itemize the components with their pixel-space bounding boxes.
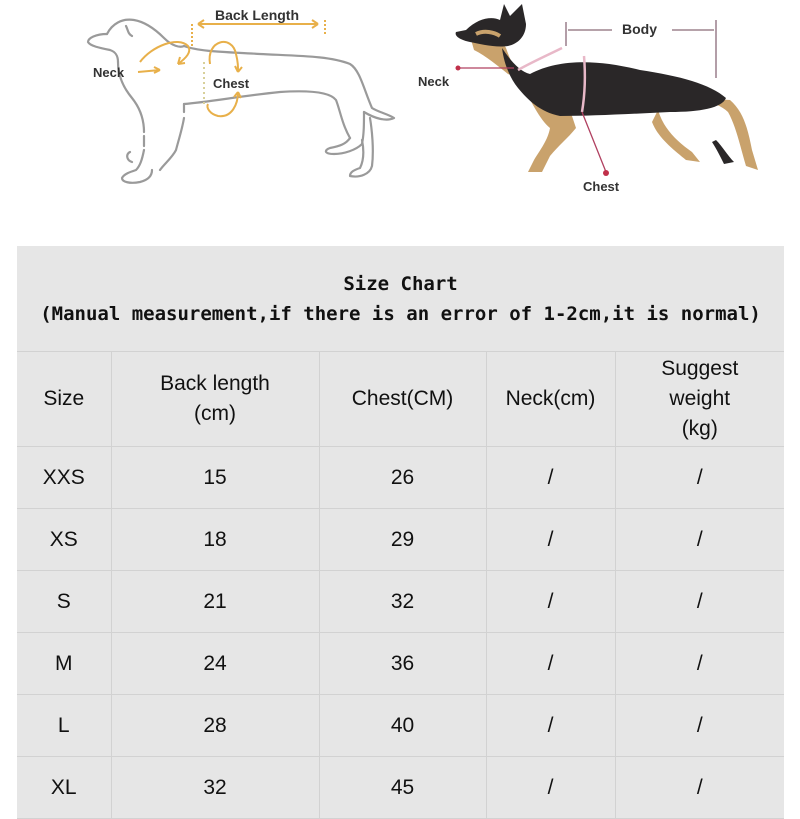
- cell-chest: 36: [319, 633, 486, 695]
- cell-back-length: 21: [111, 571, 319, 633]
- cell-neck: /: [486, 757, 615, 819]
- outline-dog-diagram: [60, 0, 400, 200]
- neck-label-photo: Neck: [418, 74, 450, 89]
- cell-back-length: 18: [111, 509, 319, 571]
- column-header-chest: Chest(CM): [319, 352, 486, 447]
- size-chart-title: Size Chart: [343, 272, 458, 295]
- size-chart-title-cell: [17, 246, 784, 352]
- cell-weight: /: [615, 571, 784, 633]
- cell-back-length: 15: [111, 447, 319, 509]
- neck-label: Neck: [93, 65, 125, 80]
- column-header-neck: Neck(cm): [486, 352, 615, 447]
- cell-chest: 32: [319, 571, 486, 633]
- column-header-back-length-text: Back length (cm): [160, 372, 270, 425]
- cell-size: XS: [17, 509, 111, 571]
- table-row: [17, 571, 784, 633]
- size-chart-note: (Manual measurement,if there is an error of 1-2cm,it is normal): [40, 302, 761, 325]
- cell-chest: 29: [319, 509, 486, 571]
- column-header-back-length: [111, 352, 319, 447]
- column-header-suggest-weight-text: Suggest weight (kg): [661, 357, 739, 440]
- cell-size: XL: [17, 757, 111, 819]
- cell-back-length: 28: [111, 695, 319, 757]
- cell-neck: /: [486, 509, 615, 571]
- cell-back-length: 24: [111, 633, 319, 695]
- cell-weight: /: [615, 447, 784, 509]
- cell-back-length: 32: [111, 757, 319, 819]
- table-row: [17, 447, 784, 509]
- cell-size: S: [17, 571, 111, 633]
- table-row: [17, 757, 784, 819]
- cell-size: L: [17, 695, 111, 757]
- cell-neck: /: [486, 571, 615, 633]
- back-length-label: Back Length: [215, 7, 300, 23]
- chest-label: Chest: [213, 76, 250, 91]
- cell-chest: 45: [319, 757, 486, 819]
- outline-dog-icon: [60, 0, 400, 200]
- cell-neck: /: [486, 447, 615, 509]
- column-header-suggest-weight: [615, 352, 784, 447]
- cell-size: M: [17, 633, 111, 695]
- column-header-size: Size: [17, 352, 111, 447]
- cell-chest: 40: [319, 695, 486, 757]
- measurement-illustrations: [0, 0, 800, 240]
- table-row: [17, 633, 784, 695]
- cell-weight: /: [615, 509, 784, 571]
- table-header-row: [17, 352, 784, 447]
- chest-label-photo: Chest: [583, 179, 620, 194]
- cell-weight: /: [615, 695, 784, 757]
- body-label: Body: [622, 21, 657, 37]
- cell-neck: /: [486, 695, 615, 757]
- table-row: [17, 695, 784, 757]
- cell-chest: 26: [319, 447, 486, 509]
- cell-weight: /: [615, 757, 784, 819]
- cell-size: XXS: [17, 447, 111, 509]
- cell-weight: /: [615, 633, 784, 695]
- table-row: [17, 509, 784, 571]
- shepherd-dog-photo: [400, 0, 780, 210]
- size-chart-table: [17, 246, 784, 819]
- cell-neck: /: [486, 633, 615, 695]
